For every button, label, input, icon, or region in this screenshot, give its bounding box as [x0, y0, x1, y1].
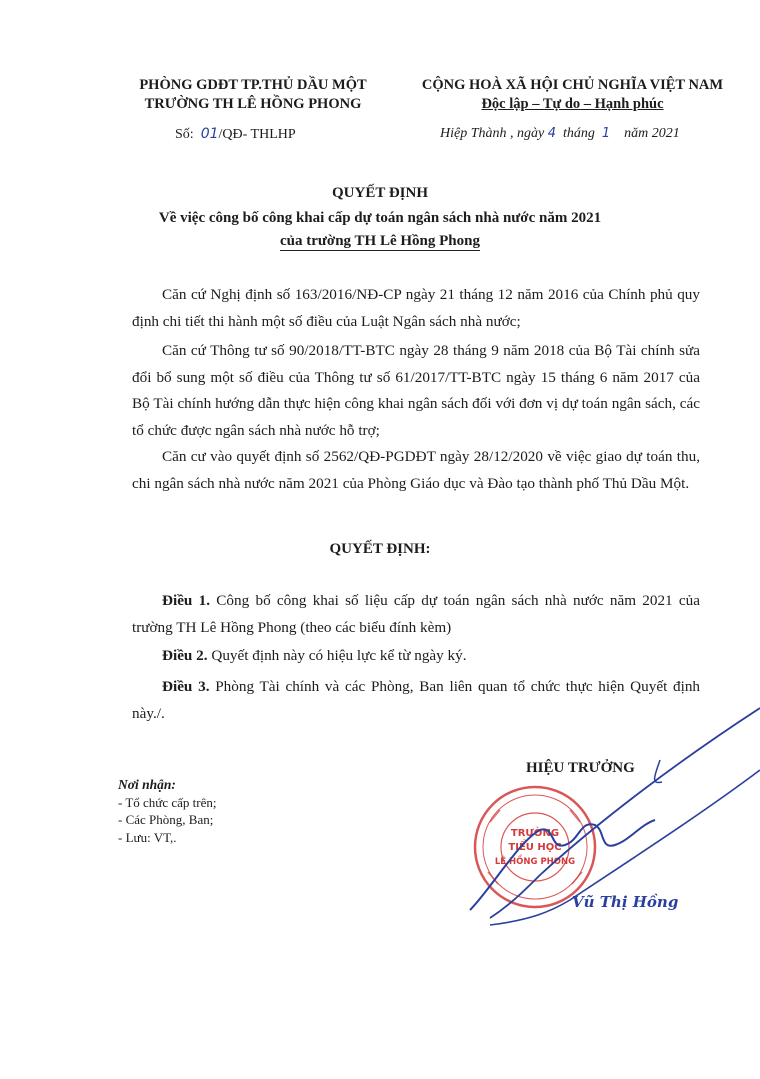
agency-name: PHÒNG GDĐT TP.THỦ DẦU MỘT: [139, 77, 367, 93]
date-month-label: tháng: [563, 126, 595, 141]
recipients-block: [118, 776, 216, 846]
date-year: năm 2021: [624, 126, 680, 141]
stamp-line-2: TIỂU HỌC: [508, 842, 562, 853]
stamp-line-1: TRƯỜNG: [510, 828, 560, 839]
document-number: [175, 126, 296, 143]
issue-date: [440, 126, 680, 142]
preamble-text-1: Căn cứ Nghị định số 163/2016/NĐ-CP ngày 21 tháng 12 năm 2016 của Chính phủ quy định chi tiết thi hành một số điều của Luật Ngân sách nhà nước;: [132, 286, 700, 330]
issuing-agency-header: [128, 76, 378, 114]
recipients-title: Nơi nhận:: [118, 777, 176, 792]
country-name: CỘNG HOÀ XÃ HỘI CHỦ NGHĨA VIỆT NAM: [421, 77, 724, 93]
number-handwritten: 01: [200, 126, 219, 142]
article-2: [132, 643, 700, 670]
signer-name: Vũ Thị Hồng: [572, 893, 679, 911]
date-month: 1: [601, 126, 611, 141]
article-3-text: Phòng Tài chính và các Phòng, Ban liên quan tổ chức thực hiện Quyết định này./.: [132, 678, 701, 722]
date-day: 4: [547, 126, 556, 141]
article-3-label: Điều 3.: [162, 678, 210, 695]
school-name: TRƯỜNG TH LÊ HỒNG PHONG: [144, 96, 362, 112]
number-prefix: Số:: [175, 127, 194, 142]
document-title: QUYẾT ĐỊNH: [332, 185, 428, 201]
article-1-label: Điều 1.: [162, 592, 211, 609]
subject-school-text: của trường TH Lê Hồng Phong: [280, 233, 480, 249]
article-2-label: Điều 2.: [162, 647, 208, 664]
preamble-paragraph-1: [132, 282, 700, 335]
decision-heading: QUYẾT ĐỊNH:: [329, 541, 431, 557]
recipient-item: - Lưu: VT,.: [118, 829, 177, 845]
preamble-text-3: Căn cư vào quyết định số 2562/QĐ-PGDĐT ngày 28/12/2020 về việc giao dự toán thu, chi ngân sách nhà nước năm 2021 của Phòng Giáo dục và Đào tạo thành phố Thủ Dầu Một.: [132, 448, 700, 492]
recipient-item: - Tổ chức cấp trên;: [118, 794, 217, 810]
national-header: [405, 76, 740, 114]
article-1-text: Công bố công khai số liệu cấp dự toán ngân sách nhà nước năm 2021 của trường TH Lê Hồng Phong (theo các biểu đính kèm): [132, 592, 700, 636]
preamble-text-2: Căn cứ Thông tư số 90/2018/TT-BTC ngày 28 tháng 9 năm 2018 của Bộ Tài chính sửa đổi bổ sung một số điều của Thông tư số 61/2017/TT-BTC ngày 15 tháng 6 năm 2017 của Bộ Tài chính hướng dẫn thực hiện công khai ngân sách đối với đơn vị dự toán ngân sách, các tổ chức được ngân sách nhà nước hỗ trợ;: [132, 342, 700, 439]
signer-title: HIỆU TRƯỞNG: [526, 760, 635, 776]
date-place: Hiệp Thành , ngày: [440, 126, 545, 141]
preamble-paragraph-2: [132, 338, 700, 444]
recipient-item: - Các Phòng, Ban;: [118, 812, 214, 827]
national-motto: Độc lập – Tự do – Hạnh phúc: [481, 96, 664, 112]
number-suffix: /QĐ- THLHP: [218, 127, 296, 142]
article-1: [132, 588, 700, 641]
document-subject: Về việc công bố công khai cấp dự toán ngân sách nhà nước năm 2021: [158, 210, 602, 226]
document-subject-school: [0, 233, 760, 250]
preamble-paragraph-3: [132, 444, 700, 497]
stamp-line-3: LÊ HỒNG PHONG: [494, 857, 576, 867]
article-2-text: Quyết định này có hiệu lực kể từ ngày ký.: [211, 647, 467, 664]
